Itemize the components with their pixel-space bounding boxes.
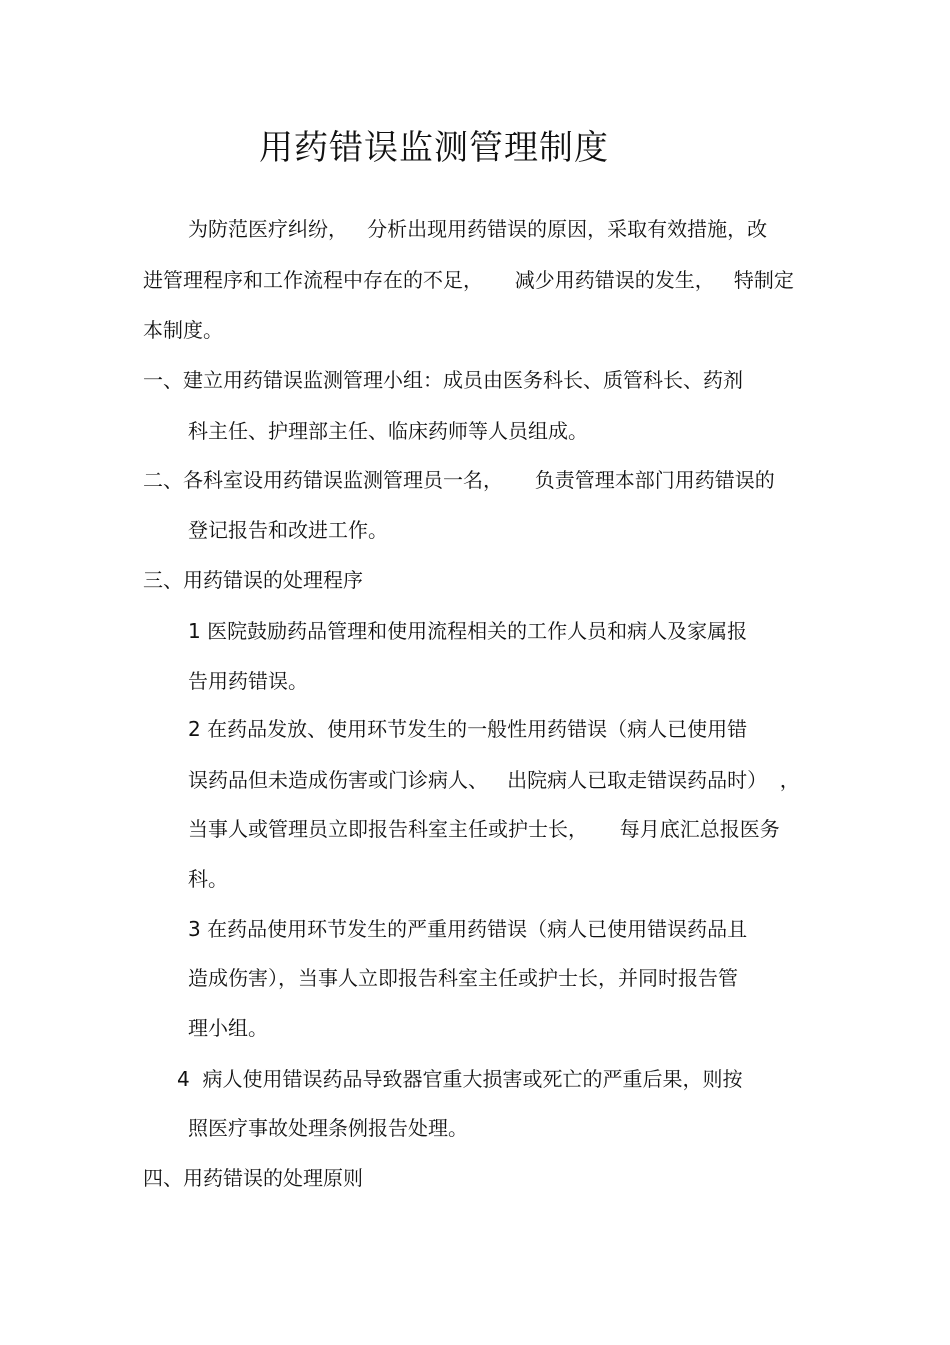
section-3-item-3-line-3: 理小组。 (188, 1016, 268, 1040)
section-2-line-2: 登记报告和改进工作。 (188, 518, 388, 542)
document-title: 用药错误监测管理制度 (259, 128, 609, 168)
intro-line-2: 进管理程序和工作流程中存在的不足， 减少用药错误的发生， 特制定 (143, 268, 794, 292)
section-3-item-2-line-2: 误药品但未造成伤害或门诊病人、 出院病人已取走错误药品时） ， (188, 768, 800, 792)
section-2-line-1: 二、各科室设用药错误监测管理员一名， 负责管理本部门用药错误的 (143, 468, 775, 492)
section-1-line-2: 科主任、护理部主任、临床药师等人员组成。 (188, 419, 588, 443)
section-3-item-1-line-2: 告用药错误。 (188, 669, 308, 693)
section-3-heading: 三、用药错误的处理程序 (143, 568, 363, 592)
section-1-line-1: 一、建立用药错误监测管理小组：成员由医务科长、质管科长、药剂 (143, 368, 743, 392)
section-4-heading: 四、用药错误的处理原则 (143, 1166, 363, 1190)
section-3-item-2-line-4: 科。 (188, 867, 228, 891)
intro-line-1: 为防范医疗纠纷， 分析出现用药错误的原因，采取有效措施，改 (188, 217, 768, 241)
section-3-item-1-line-1: 1 医院鼓励药品管理和使用流程相关的工作人员和病人及家属报 (188, 619, 748, 643)
section-3-item-4-line-2: 照医疗事故处理条例报告处理。 (188, 1116, 468, 1140)
section-3-item-2-line-3: 当事人或管理员立即报告科室主任或护士长， 每月底汇总报医务 (188, 817, 780, 841)
section-3-item-3-line-2: 造成伤害），当事人立即报告科室主任或护士长，并同时报告管 (188, 966, 738, 990)
section-3-item-2-line-1: 2 在药品发放、使用环节发生的一般性用药错误（病人已使用错 (188, 717, 748, 741)
intro-line-3: 本制度。 (143, 318, 223, 342)
section-3-item-4-line-1: 4 病人使用错误药品导致器官重大损害或死亡的严重后果，则按 (177, 1067, 743, 1091)
section-3-item-3-line-1: 3 在药品使用环节发生的严重用药错误（病人已使用错误药品且 (188, 917, 748, 941)
